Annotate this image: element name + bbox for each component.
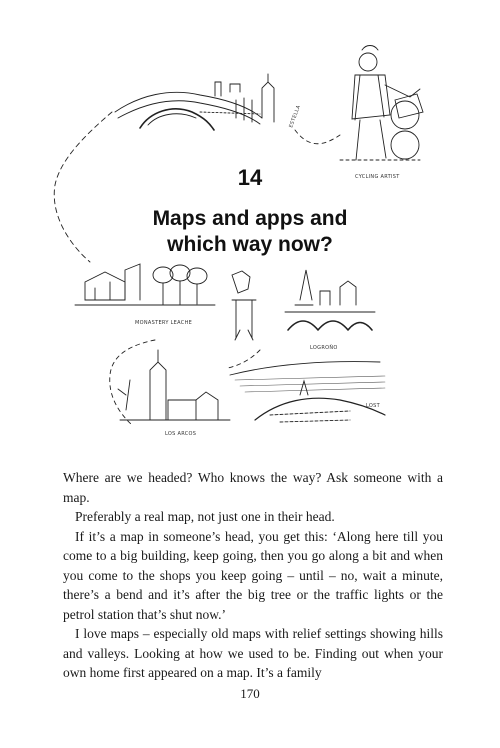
- label-cycling-artist: CYCLING ARTIST: [355, 174, 400, 180]
- dashed-route-2: [295, 130, 340, 144]
- monastery-town-sketch: [75, 264, 215, 305]
- label-monastery-leache: MONASTERY LEACHE: [135, 320, 193, 326]
- dashed-route-3: [110, 340, 155, 425]
- paragraph: Preferably a real map, not just one in their head.: [75, 509, 335, 524]
- dashed-route-4: [228, 350, 260, 368]
- logrono-sketch: [285, 270, 375, 330]
- chapter-title-line-2: which way now?: [167, 233, 333, 256]
- chapter-title-line-1: Maps and apps and: [152, 207, 348, 230]
- chapter-number: 14: [237, 165, 263, 190]
- cycling-artist-sketch: [340, 46, 423, 161]
- label-lost: LOST: [366, 403, 380, 409]
- label-estella: ESTELLA: [288, 104, 303, 129]
- lost-landscape-sketch: [230, 362, 385, 422]
- paragraph: If it’s a map in someone’s head, you get this: ‘Along here till you come to a big building, keep going, then you go along a bit and when you come to the shops you keep going – until – no, wait a minute, there’s a bend and it’s after the big tree or the traffic lights or the petrol station that’s shut now.’: [63, 528, 443, 622]
- paragraph: I love maps – especially old maps with relief settings showing hills and valleys. Looking at how we used to be. Finding out when your own home first appeared on a map. It’s a family: [63, 626, 443, 680]
- body-text: [63, 468, 443, 683]
- page-number: 170: [240, 686, 260, 701]
- bridge-sketch: [115, 74, 274, 130]
- paragraph: Where are we headed? Who knows the way? Ask someone with a map.: [63, 470, 443, 505]
- label-los-arcos: LOS ARCOS: [165, 431, 197, 437]
- los-arcos-sketch: [118, 350, 230, 420]
- tower-stork-sketch: [232, 271, 256, 340]
- label-logrono: LOGROÑO: [310, 345, 338, 351]
